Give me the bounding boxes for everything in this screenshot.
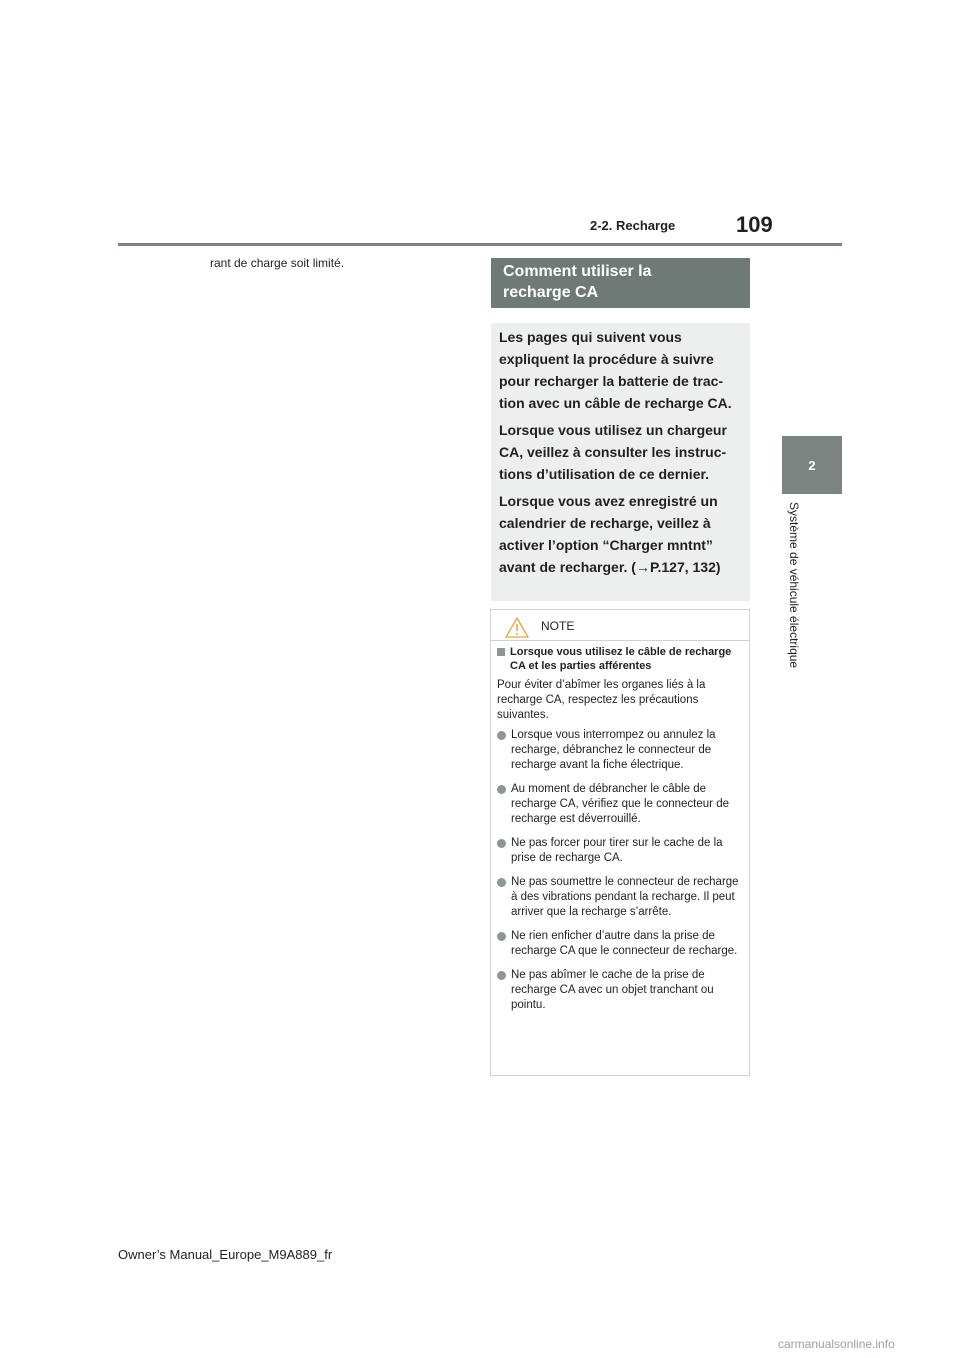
circle-bullet-icon: [497, 785, 506, 794]
square-bullet-icon: [497, 648, 505, 656]
intro-paragraph: Les pages qui suivent vous expliquent la procédure à suivre pour recharger la batterie de trac-tion avec un câble de recharge CA.: [499, 329, 732, 411]
chapter-number: 2: [808, 457, 816, 473]
section-heading: [491, 258, 750, 308]
note-intro: Pour éviter d’abîmer les organes liés à la recharge CA, respectez les précautions suivantes.: [497, 679, 706, 721]
circle-bullet-icon: [497, 932, 506, 941]
page-number: 109: [736, 212, 773, 237]
continued-paragraph: rant de charge soit limité.: [210, 256, 345, 270]
note-subheading: [497, 645, 743, 673]
chapter-title: Système de véhicule électrique: [787, 502, 801, 669]
note-bullet: [497, 782, 743, 827]
note-title: NOTE: [541, 619, 575, 633]
intro-paragraph: Lorsque vous avez enregistré un calendrier de recharge, veillez à activer l’option “Charger mntnt” avant de recharger. (→P.127, 132): [499, 493, 721, 575]
note-header: [491, 610, 749, 641]
note-bullet-text: Au moment de débrancher le câble de recharge CA, vérifiez que le connecteur de recharge est déverrouillé.: [511, 783, 729, 825]
note-bullet: [497, 728, 743, 773]
note-bullet: [497, 929, 743, 959]
note-bullet: [497, 875, 743, 920]
note-bullet: [497, 968, 743, 1013]
intro-box: [491, 323, 750, 601]
chapter-side-title: [774, 502, 814, 702]
note-box: [490, 609, 750, 1076]
note-bullet-text: Ne pas soumettre le connecteur de recharge à des vibrations pendant la recharge. Il peut arriver que la recharge s’arrête.: [511, 876, 739, 918]
warning-triangle-icon: [505, 616, 529, 638]
circle-bullet-icon: [497, 878, 506, 887]
running-header-section: 2-2. Recharge: [590, 218, 676, 233]
note-body: [491, 641, 749, 1013]
section-heading-line2: recharge CA: [503, 284, 599, 301]
note-subheading-text: Lorsque vous utilisez le câble de recharge CA et les parties afférentes: [510, 646, 732, 672]
header-divider: [118, 243, 842, 246]
footer-manual-id: Owner’s Manual_Europe_M9A889_fr: [118, 1247, 333, 1262]
intro-paragraph: Lorsque vous utilisez un chargeur CA, veillez à consulter les instruc-tions d’utilisation de ce dernier.: [499, 422, 727, 482]
note-bullet-text: Ne pas forcer pour tirer sur le cache de la prise de recharge CA.: [511, 837, 723, 864]
note-bullet-text: Ne rien enficher d’autre dans la prise de recharge CA que le connecteur de recharge.: [511, 930, 738, 957]
note-bullet-text: Lorsque vous interrompez ou annulez la recharge, débranchez le connecteur de recharge avant la fiche électrique.: [511, 729, 716, 771]
note-bullet: [497, 836, 743, 866]
note-bullet-text: Ne pas abîmer le cache de la prise de recharge CA avec un objet tranchant ou pointu.: [511, 969, 714, 1011]
section-heading-line1: Comment utiliser la: [503, 263, 652, 280]
circle-bullet-icon: [497, 971, 506, 980]
watermark: carmanualsonline.info: [778, 1337, 895, 1351]
chapter-tab: [782, 436, 842, 494]
circle-bullet-icon: [497, 731, 506, 740]
circle-bullet-icon: [497, 839, 506, 848]
